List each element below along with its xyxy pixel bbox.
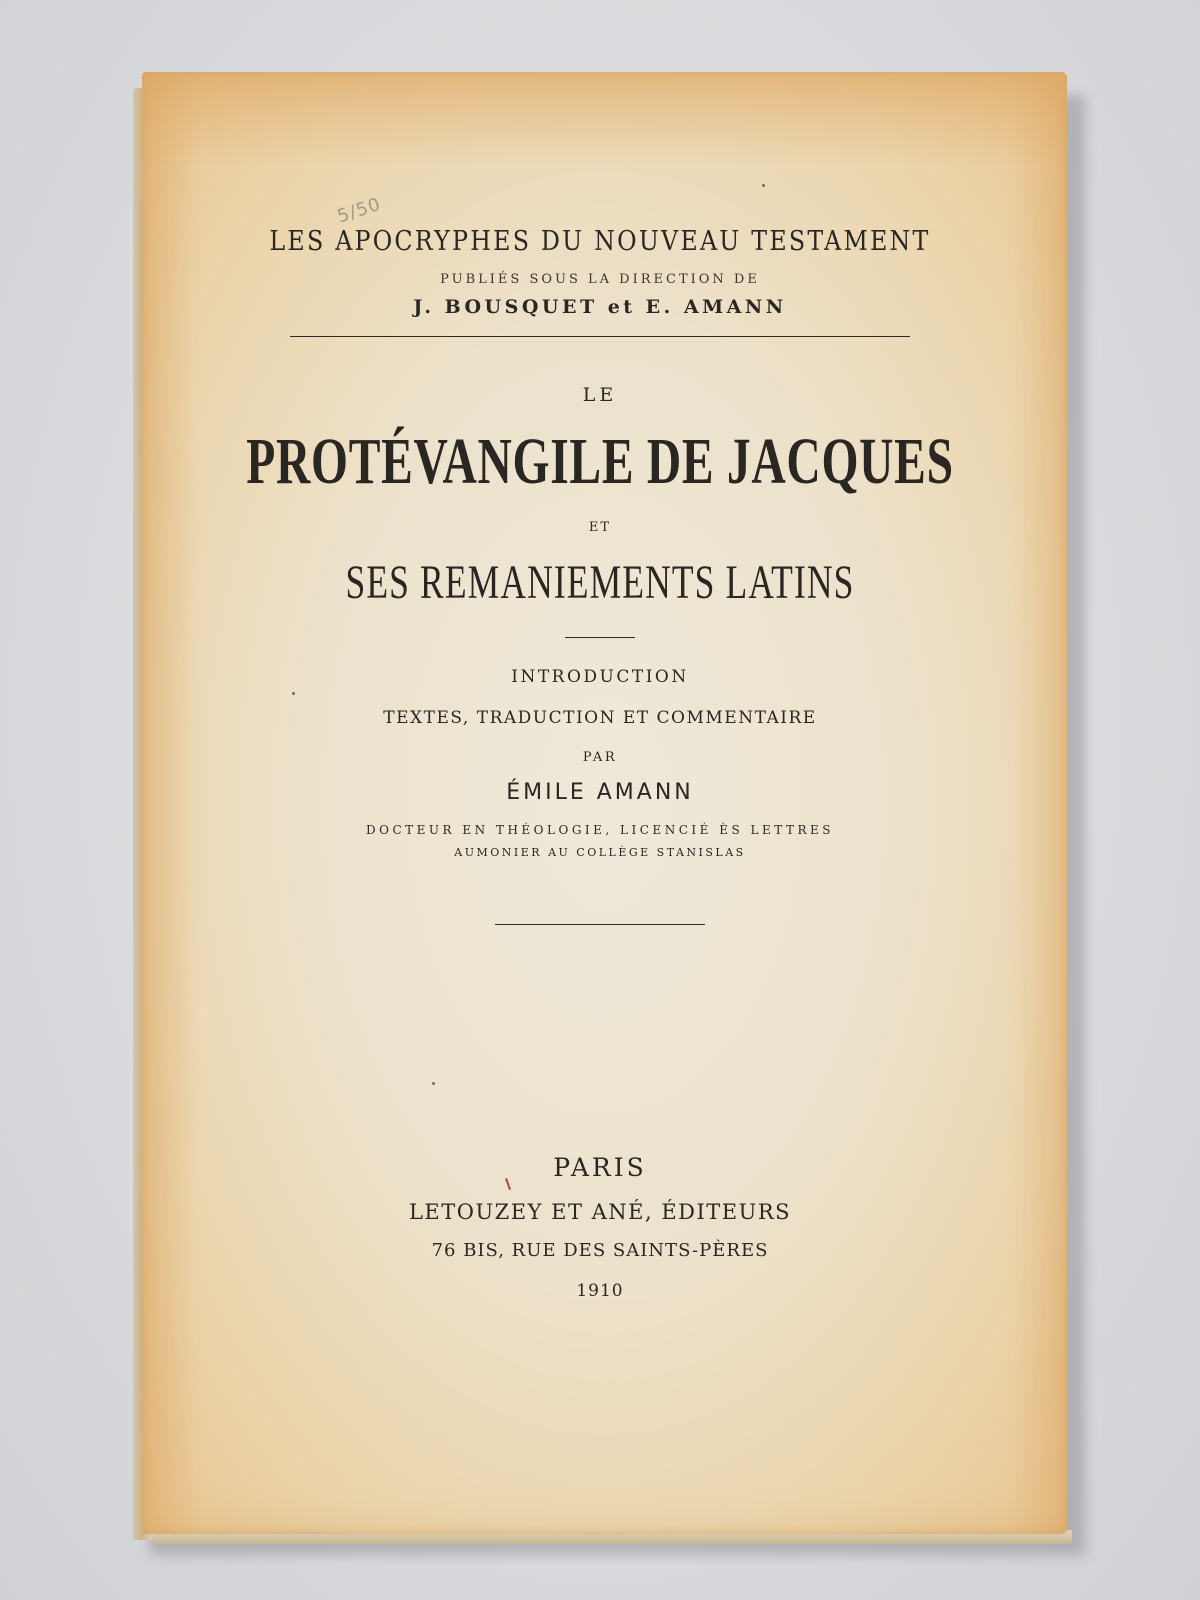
title-conjunction: ET (588, 520, 612, 535)
author-credentials-1: DOCTEUR EN THÉOLOGIE, LICENCIÉ ÈS LETTRES (366, 823, 834, 837)
author-credentials-2: AUMONIER AU COLLÈGE STANISLAS (454, 846, 746, 859)
section-contents: TEXTES, TRADUCTION ET COMMENTAIRE (383, 708, 817, 728)
short-divider (565, 637, 635, 638)
series-editors: J. BOUSQUET et E. AMANN (413, 296, 787, 318)
speck (762, 184, 765, 187)
title-article: LE (582, 384, 618, 406)
publisher-name: LETOUZEY ET ANÉ, ÉDITEURS (408, 1200, 792, 1224)
pencil-note: 5/50 (334, 193, 384, 228)
published-under: PUBLIÉS SOUS LA DIRECTION DE (440, 272, 760, 287)
publication-city: PARIS (553, 1153, 647, 1182)
book-title: PROTÉVANGILE DE JACQUES (246, 425, 954, 498)
author-name: ÉMILE AMANN (506, 780, 694, 805)
middle-divider (495, 924, 705, 925)
divider-rule (290, 336, 910, 337)
series-title: LES APOCRYPHES DU NOUVEAU TESTAMENT (269, 226, 931, 257)
publisher-address: 76 BIS, RUE DES SAINTS-PÈRES (431, 1240, 769, 1261)
water-stain-top (142, 72, 1067, 167)
by-label: PAR (582, 750, 618, 765)
speck (292, 692, 295, 695)
publication-year: 1910 (576, 1281, 624, 1301)
book-subtitle: SES REMANIEMENTS LATINS (345, 556, 855, 609)
section-introduction: INTRODUCTION (511, 667, 689, 687)
speck (432, 1082, 435, 1085)
